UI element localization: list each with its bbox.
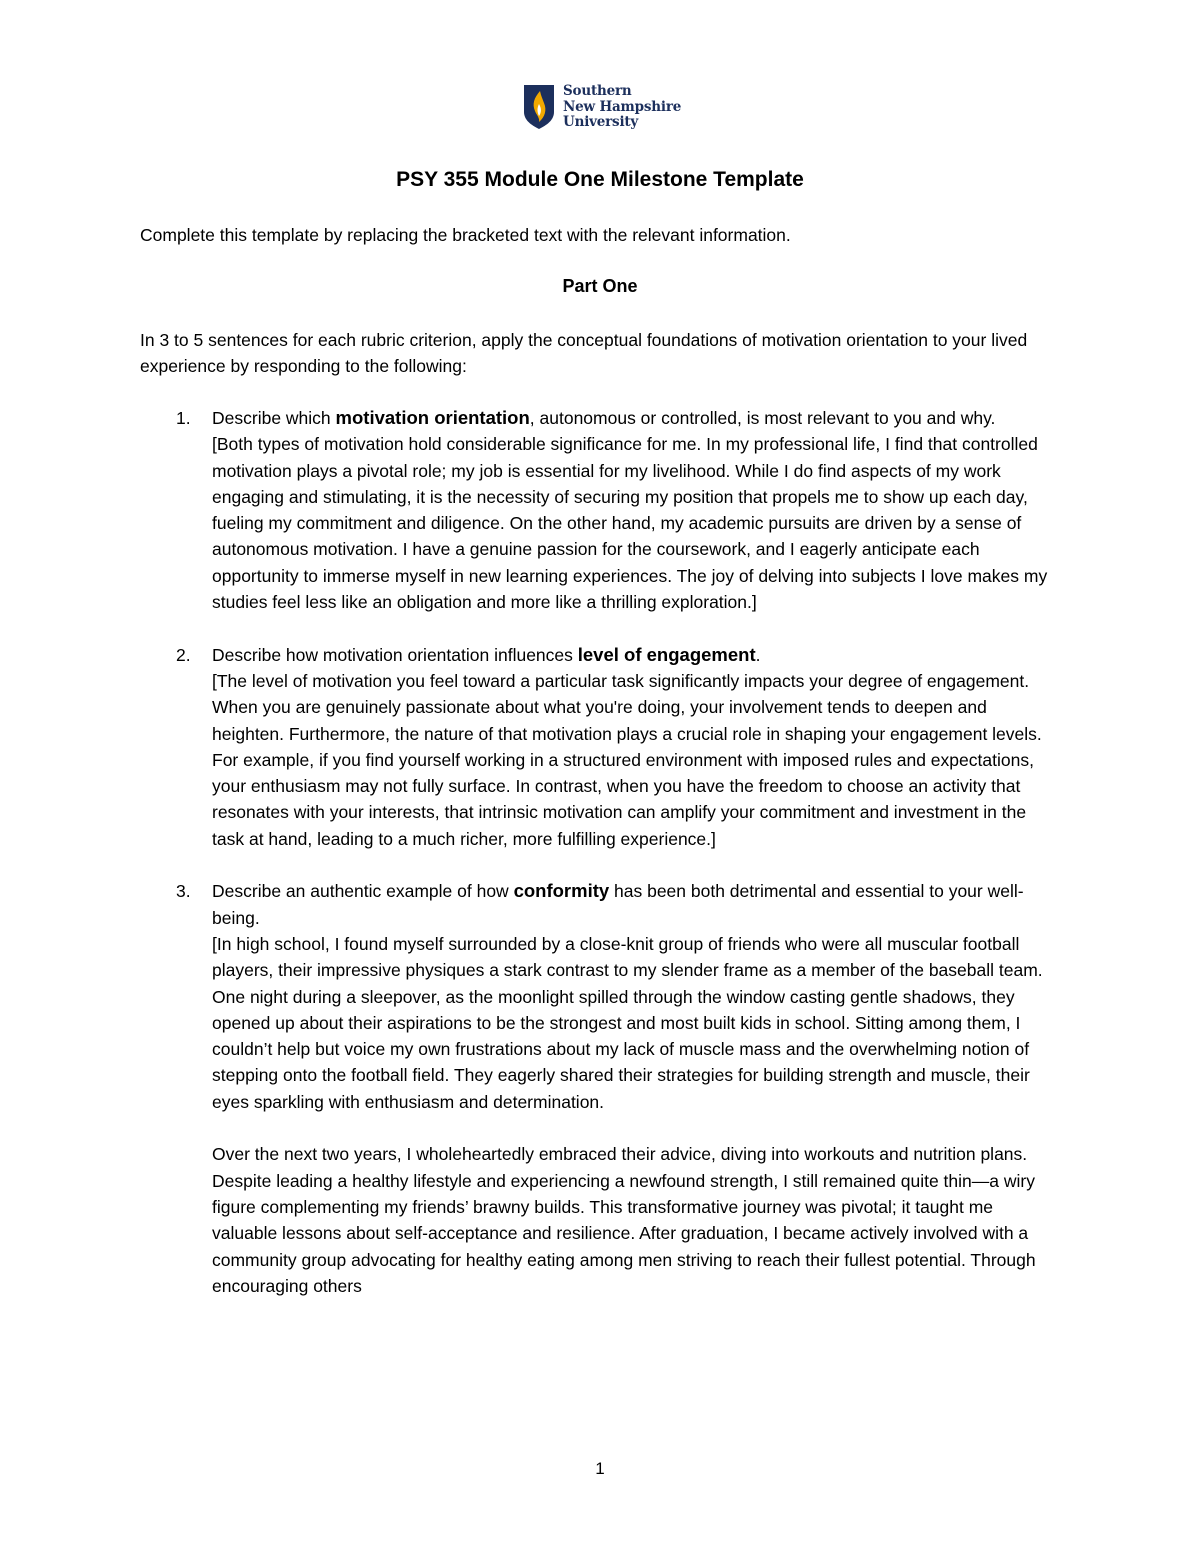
item-response: [The level of motivation you feel toward a particular task significantly impacts your degree of engagement. When you are genuinely passionate about what you're doing, your involvement tends to deepen and heighten. Furthermore, the nature of that motivation plays a crucial role in shaping your engagement levels. For example, if you find yourself working in a structured environment with imposed rules and expectations, your enthusiasm may not fully surface. In contrast, when you have the freedom to choose an activity that resonates with your interests, that intrinsic motivation can amplify your commitment and investment in the task at hand, leading to a much richer, more fulfilling experience.] [212, 670, 1042, 849]
prompt-text: Describe how motivation orientation influences [212, 644, 578, 665]
prompt-keyword: level of engagement [577, 643, 756, 665]
part-heading: Part One [562, 276, 638, 296]
flame-shield-icon [523, 84, 555, 130]
item-number: 3. [176, 881, 191, 902]
prompt-keyword: motivation orientation [335, 407, 530, 428]
prompt-text: has been both detrimental and essential to your well-being. [212, 881, 1024, 928]
template-intro: Complete this template by replacing the bracketed text with the relevant information. [140, 225, 791, 245]
prompt-keyword: conformity [513, 880, 610, 902]
list-item [140, 642, 1060, 852]
logo-line-3: University [563, 114, 639, 130]
list-item [140, 405, 1060, 615]
item-response: [In high school, I found myself surrounded by a close-knit group of friends who were all muscular football players, their impressive physiques a stark contrast to my slender frame as a member of the baseball team. One night during a sleepover, as the moonlight spilled through the window casting gentle shadows, they opened up about their aspirations to be the strongest and most built kids in school. Sitting among them, I couldn’t help but voice my own frustrations about my lack of muscle mass and the overwhelming notion of stepping onto the football field. They eagerly shared their strategies for building strength and muscle, their eyes sparkling with enthusiasm and determination. [212, 933, 1043, 1112]
item-prompt [212, 881, 1024, 927]
logo-wordmark [563, 84, 681, 131]
item-response: [Both types of motivation hold considerable significance for me. In my professional life, I find that controlled motivation plays a pivotal role; my job is essential for my livelihood. While I do find aspects of my work engaging and stimulating, it is the necessity of securing my position that propels me to show up each day, fueling my commitment and diligence. On the other hand, my academic pursuits are driven by a sense of autonomous motivation. I have a genuine passion for the coursework, and I eagerly anticipate each opportunity to immerse myself in new learning experiences. The joy of delving into subjects I love makes my studies feel less like an obligation and more like a thrilling exploration.] [212, 434, 1048, 613]
paragraph-spacer [212, 1115, 1060, 1141]
prompt-text: , autonomous or controlled, is most relevant to you and why. [529, 408, 996, 428]
item-number: 2. [176, 644, 191, 665]
list-item [140, 878, 1060, 1299]
logo-line-2: New Hampshire [563, 98, 682, 115]
prompt-text: . [755, 644, 761, 665]
numbered-list [140, 405, 1060, 1325]
page-number: 1 [595, 1459, 605, 1478]
prompt-text: Describe which [212, 408, 336, 428]
item-response-continued: Over the next two years, I wholeheartedly embraced their advice, diving into workouts and nutrition plans. Despite leading a healthy lifestyle and experiencing a newfound strength, I still remained quite thin—a wiry figure complementing my friends’ brawny builds. This transformative journey was pivotal; it taught me valuable lessons about self-acceptance and resilience. After graduation, I became actively involved with a community group advocating for healthy eating among men striving to reach their fullest potential. Through encouraging others [212, 1144, 1036, 1296]
university-logo [523, 84, 693, 134]
document-title: PSY 355 Module One Milestone Template [396, 168, 804, 191]
logo-line-1: Southern [563, 83, 632, 99]
item-prompt [212, 645, 760, 665]
prompt-text: Describe an authentic example of how [212, 881, 514, 902]
item-prompt [212, 408, 995, 428]
item-number: 1. [176, 408, 191, 428]
instructions-paragraph: In 3 to 5 sentences for each rubric criterion, apply the conceptual foundations of motivation orientation to your lived experience by responding to the following: [140, 330, 1028, 377]
